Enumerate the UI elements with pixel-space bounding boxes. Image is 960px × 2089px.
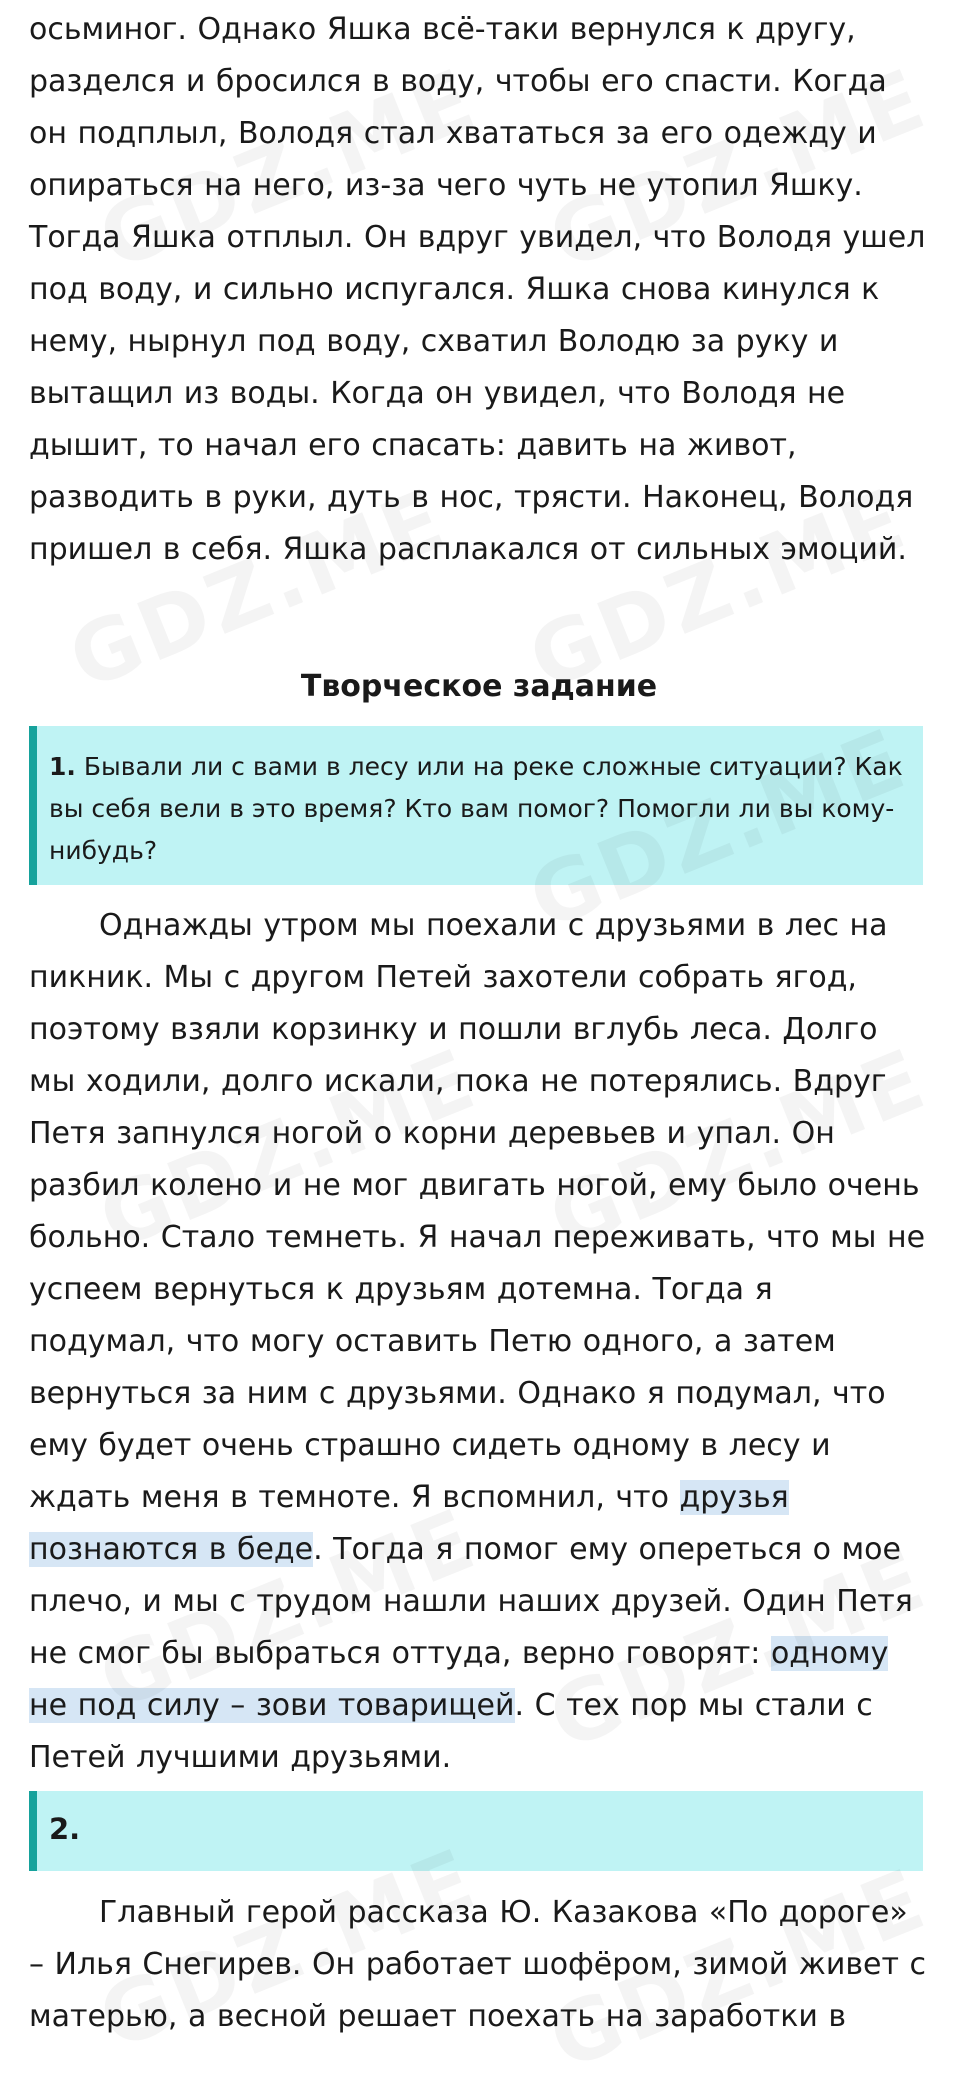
task-1-box: [29, 726, 923, 885]
paragraph-creative-answer: [29, 900, 929, 1784]
task-2-number: 2.: [49, 1812, 81, 1846]
section-title: Творческое задание: [300, 669, 658, 704]
task-1-question: Бывали ли с вами в лесу или на реке сложные ситуации? Как вы себя вели в это время? Кто вам помог? Помогли ли вы кому-нибудь?: [49, 752, 903, 865]
task-1-number: 1.: [49, 752, 76, 781]
answer-text-part-a: Однажды утром мы поехали с друзьями в лес на пикник. Мы с другом Петей захотели собрать ягод, поэтому взяли корзинку и пошли вглубь леса. Долго мы ходили, долго искали, пока не потерялись. Вдруг Петя запнулся ногой о корни деревьев и упал. Он разбил колено и не мог двигать ногой, ему было очень больно. Стало темнеть. Я начал переживать, что мы не успеем вернуться к друзьям дотемна. Тогда я подумал, что могу оставить Петю одного, а затем вернуться за ним с друзьями. Однако я подумал, что ему будет очень страшно сидеть одному в лесу и ждать меня в темноте. Я вспомнил, что: [29, 908, 926, 1515]
proverb-highlight-2: одному не под силу – зови товарищей: [29, 1636, 889, 1723]
answer-text-part-c: . С тех пор мы стали с Петей лучшими друзьями.: [29, 1688, 873, 1775]
paragraph-hero-description: Главный герой рассказа Ю. Казакова «По дороге» – Илья Снегирев. Он работает шофёром, зимой живет с матерью, а весной решает поехать на заработки в: [29, 1895, 926, 2034]
task-1-text: [49, 746, 903, 872]
answer-text-part-b: . Тогда я помог ему опереться о мое плечо, и мы с трудом нашли наших друзей. Один Петя не смог бы выбраться оттуда, верно говорят:: [29, 1532, 913, 1671]
proverb-highlight-1: друзья познаются в беде: [29, 1480, 789, 1567]
task-2-box: [29, 1791, 923, 1871]
paragraph-story-summary: осьминог. Однако Яшка всё-таки вернулся к другу, разделся и бросился в воду, чтобы его спасти. Когда он подплыл, Володя стал хвататься за его одежду и опираться на него, из-за чего чуть не утопил Яшку. Тогда Яшка отплыл. Он вдруг увидел, что Володя ушел под воду, и сильно испугался. Яшка снова кинулся к нему, нырнул под воду, схватил Володю за руку и вытащил из воды. Когда он увидел, что Володя не дышит, то начал его спасать: давить на живот, разводить в руки, дуть в нос, трясти. Наконец, Володя пришел в себя. Яшка расплакался от сильных эмоций.: [29, 12, 926, 567]
